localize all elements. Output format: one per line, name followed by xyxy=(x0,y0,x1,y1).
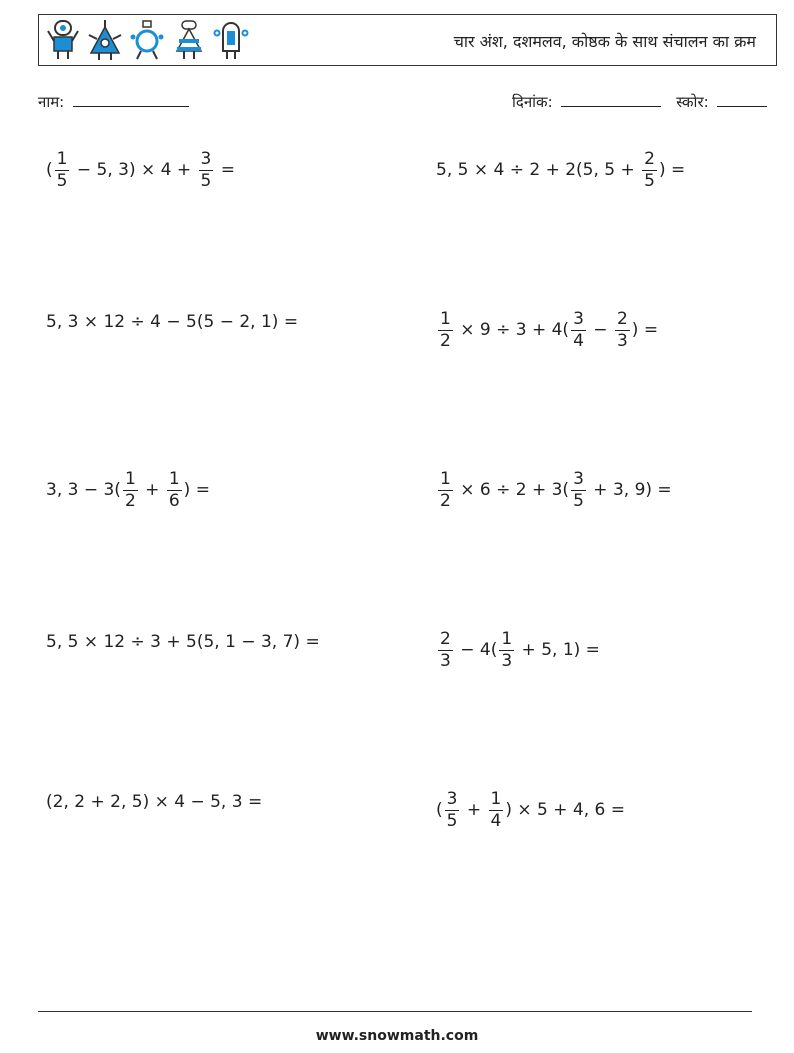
expression-text: 3, 3 − 3( xyxy=(46,480,121,500)
problem-5 xyxy=(46,466,210,514)
expression-text: = xyxy=(215,160,235,180)
fraction xyxy=(199,148,214,191)
expression-text: − 5, 3) × 4 + xyxy=(71,160,197,180)
fraction xyxy=(438,308,453,351)
problem-4 xyxy=(436,306,658,354)
fraction xyxy=(167,468,182,511)
fraction-numerator: 1 xyxy=(56,148,68,169)
fraction xyxy=(571,468,586,511)
fraction-denominator: 2 xyxy=(440,490,451,511)
fraction-denominator: 2 xyxy=(124,490,136,511)
date-label: दिनांक: xyxy=(512,93,553,111)
expression-text: + xyxy=(139,480,165,500)
expression-text: × 6 ÷ 2 + 3( xyxy=(454,480,570,500)
expression-text: ) = xyxy=(183,480,210,500)
fraction-numerator: 1 xyxy=(440,308,451,329)
expression-text: (2, 2 + 2, 5) × 4 − 5, 3 = xyxy=(46,792,263,812)
fraction xyxy=(438,628,453,671)
fraction-numerator: 3 xyxy=(446,788,458,809)
fraction-numerator: 3 xyxy=(573,308,584,329)
expression-text: 5, 3 × 12 ÷ 4 − 5(5 − 2, 1) = xyxy=(46,312,299,332)
name-blank[interactable] xyxy=(73,92,189,107)
fraction-numerator: 3 xyxy=(573,468,584,489)
robot-icon-2 xyxy=(87,19,123,61)
expression-text: + xyxy=(461,800,487,820)
expression-text: + 3, 9) = xyxy=(587,480,672,500)
problem-7 xyxy=(46,618,320,666)
fraction xyxy=(642,148,657,191)
expression-text: 5, 5 × 12 ÷ 3 + 5(5, 1 − 3, 7) = xyxy=(46,632,320,652)
problem-2 xyxy=(436,146,685,194)
problem-9 xyxy=(46,778,262,826)
robot-icon-3 xyxy=(129,19,165,61)
fraction-numerator: 1 xyxy=(168,468,180,489)
fraction-numerator: 2 xyxy=(440,628,451,649)
fraction xyxy=(571,308,586,351)
worksheet-header xyxy=(38,14,777,66)
expression-text: × 9 ÷ 3 + 4( xyxy=(454,320,570,340)
date-blank[interactable] xyxy=(561,92,661,107)
expression-text: + 5, 1) = xyxy=(516,640,600,660)
fraction-numerator: 1 xyxy=(440,468,451,489)
fraction-numerator: 1 xyxy=(124,468,136,489)
problem-8 xyxy=(436,626,600,674)
expression-text: − xyxy=(587,320,613,340)
fraction-numerator: 3 xyxy=(200,148,212,169)
fraction-denominator: 4 xyxy=(573,330,584,351)
worksheet-title: चार अंश, दशमलव, कोष्ठक के साथ संचालन का क्रम xyxy=(453,32,756,51)
expression-text: ) = xyxy=(631,320,659,340)
problem-1 xyxy=(46,146,235,194)
logo-strip xyxy=(45,19,249,61)
fraction-denominator: 3 xyxy=(616,330,628,351)
footer-url[interactable]: www.snowmath.com xyxy=(315,1028,479,1044)
fraction-denominator: 4 xyxy=(490,810,502,831)
score-blank[interactable] xyxy=(717,92,767,107)
expression-text: − 4( xyxy=(454,640,498,660)
fraction-denominator: 3 xyxy=(501,650,513,671)
problem-3 xyxy=(46,298,298,346)
score-label: स्कोर: xyxy=(676,93,709,111)
fraction xyxy=(123,468,138,511)
expression-text: 5, 5 × 4 ÷ 2 + 2(5, 5 + xyxy=(436,160,641,180)
fraction-numerator: 2 xyxy=(616,308,628,329)
name-label: नाम: xyxy=(38,93,65,111)
robot-icon-5 xyxy=(213,19,249,61)
expression-text: ) × 5 + 4, 6 = xyxy=(505,800,625,820)
expression-text: ( xyxy=(436,800,443,820)
footer-divider xyxy=(38,1011,752,1012)
robot-icon-4 xyxy=(171,19,207,61)
name-field xyxy=(38,92,189,112)
fraction-denominator: 5 xyxy=(573,490,584,511)
fraction-numerator: 1 xyxy=(501,628,513,649)
fraction xyxy=(499,628,514,671)
fraction-denominator: 3 xyxy=(440,650,451,671)
fraction xyxy=(445,788,460,831)
fraction-denominator: 6 xyxy=(168,490,180,511)
fraction-denominator: 5 xyxy=(446,810,458,831)
fraction-numerator: 1 xyxy=(490,788,502,809)
problem-6 xyxy=(436,466,672,514)
date-score-field xyxy=(512,92,767,112)
problem-10 xyxy=(436,786,625,834)
fraction xyxy=(438,468,453,511)
robot-icon-1 xyxy=(45,19,81,61)
fraction-denominator: 5 xyxy=(644,170,655,191)
fraction xyxy=(55,148,70,191)
expression-text: ) = xyxy=(659,160,686,180)
fraction-numerator: 2 xyxy=(644,148,655,169)
fraction-denominator: 2 xyxy=(440,330,451,351)
expression-text: ( xyxy=(46,160,53,180)
fraction-denominator: 5 xyxy=(56,170,68,191)
fraction xyxy=(489,788,504,831)
fraction xyxy=(615,308,630,351)
fraction-denominator: 5 xyxy=(200,170,212,191)
